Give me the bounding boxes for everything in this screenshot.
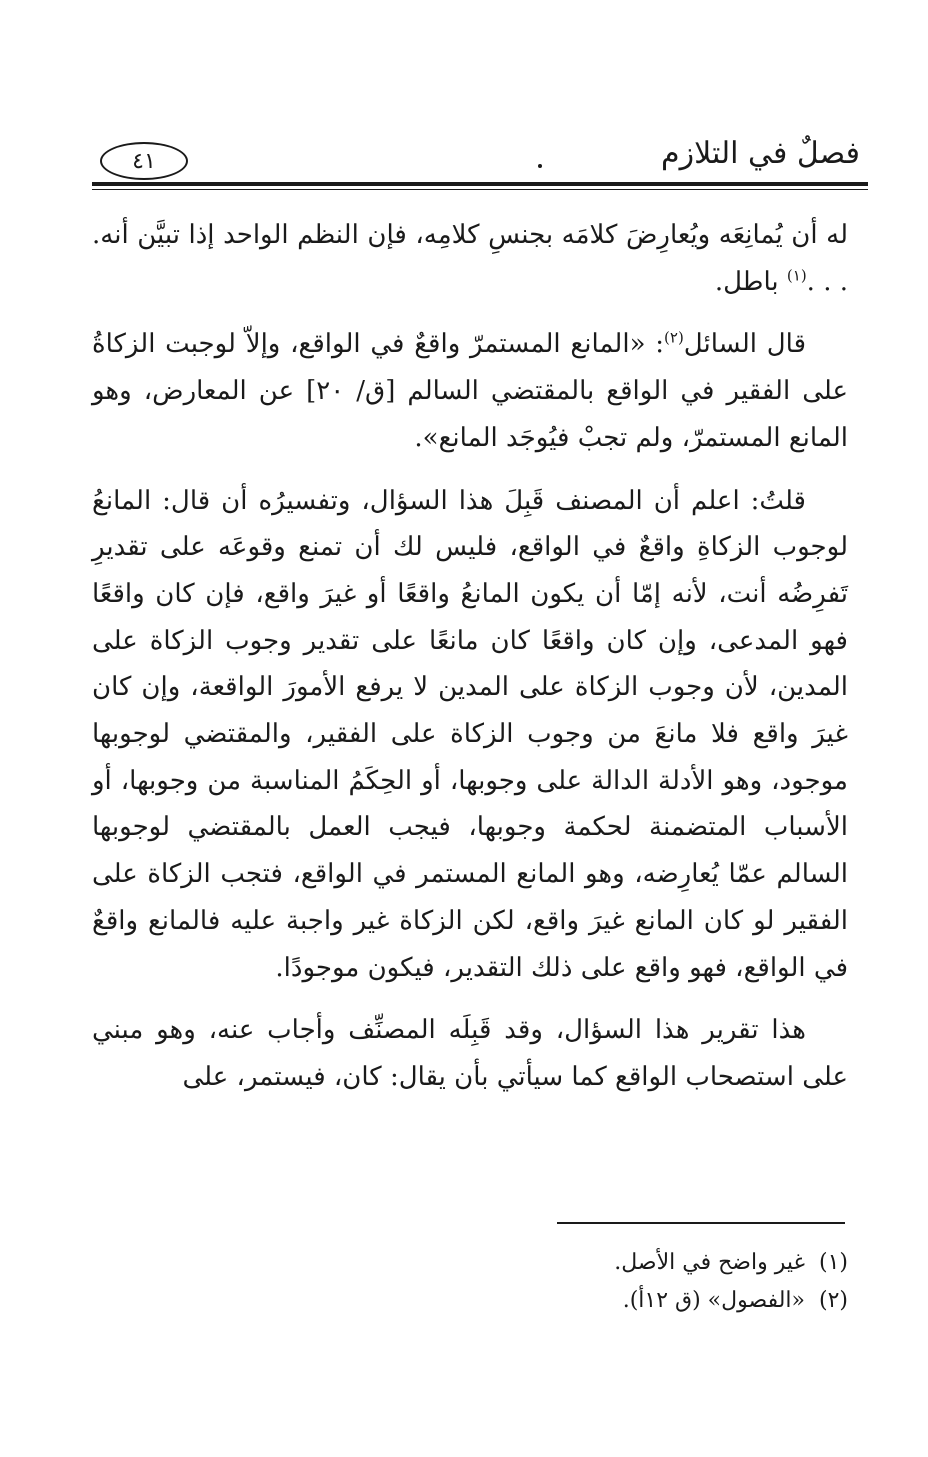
footnote-ref-2: (٢) xyxy=(664,328,684,347)
header-dot xyxy=(538,164,542,168)
footnote-separator xyxy=(557,1222,845,1224)
footnote-2-number: (٢) xyxy=(818,1288,848,1313)
main-text xyxy=(92,212,848,1101)
footnote-2-text: «الفصول» (ق ١٢أ). xyxy=(622,1288,805,1313)
footnote-1-text: غير واضح في الأصل. xyxy=(614,1250,805,1275)
paragraph-2 xyxy=(92,321,848,461)
footnote-ref-1: (١) xyxy=(786,266,807,285)
paragraph-2-text: : «المانع المستمرّ واقعٌ في الواقع، وإلاّ لوجبت الزكاةُ على الفقير في الواقع بالمقتضي السالم [ق/ ٢٠] عن المعارض، وهو المانع المستمرّ، ولم تجبْ فيُوجَد المانع». xyxy=(92,329,849,453)
page-number-text: ٤١ xyxy=(132,148,156,174)
paragraph-1-end: باطل. xyxy=(714,266,787,297)
page-number xyxy=(100,142,188,180)
footnote-1-number: (١) xyxy=(818,1250,848,1275)
page-header xyxy=(90,128,870,188)
paragraph-1 xyxy=(92,212,848,305)
header-rule xyxy=(92,182,868,186)
running-title: فصلٌ في التلازم xyxy=(661,136,860,171)
footnote-2 xyxy=(248,1282,848,1320)
header-rule-thin xyxy=(92,189,868,190)
paragraph-4: هذا تقرير هذا السؤال، وقد قَبِلَه المصنِّف وأجاب عنه، وهو مبني على استصحاب الواقع كما سيأتي بأن يقال: كان، فيستمر، على xyxy=(92,1015,848,1092)
paragraph-3: قلتُ: اعلم أن المصنف قَبِلَ هذا السؤال، وتفسيرُه أن قال: المانعُ لوجوب الزكاةِ واقعٌ في الواقع، فليس لك أن تمنع وقوعَه على تقديرِ تَفرِضُه أنت، لأنه إمّا أن يكون المانعُ واقعًا أو غيرَ واقع، فإن كان واقعًا فهو المدعى، وإن كان واقعًا كان مانعًا على تقدير وجوب الزكاة على المدين، لأن وجوب الزكاة على المدين لا يرفع الأمورَ الواقعة، وإن كان غيرَ واقع فلا مانعَ من وجوب الزكاة على الفقير، والمقتضي لوجوبها موجود، وهو الأدلة الدالة على وجوبها، أو الحِكَمُ المناسبة من وجوبها، أو الأسباب المتضمنة لحكمة وجوبها، فيجب العمل بالمقتضي لوجوبها السالم عمّا يُعارِضه، وهو المانع المستمر في الواقع، فتجب الزكاة على الفقير لو كان المانع غيرَ واقع، لكن الزكاة غير واجبة عليه فالمانع واقعٌ في الواقع، فهو واقع على ذلك التقدير، فيكون موجودًا. xyxy=(92,485,848,983)
paragraph-1-text: له أن يُمانِعَه ويُعارِضَ كلامَه بجنسِ كلامِه، فإن النظم الواحد إذا تبيَّن أنه. . . . xyxy=(92,220,848,297)
paragraph-2-lead: قال السائل xyxy=(683,329,806,360)
footnote-1 xyxy=(248,1244,848,1282)
footnotes xyxy=(248,1244,848,1320)
